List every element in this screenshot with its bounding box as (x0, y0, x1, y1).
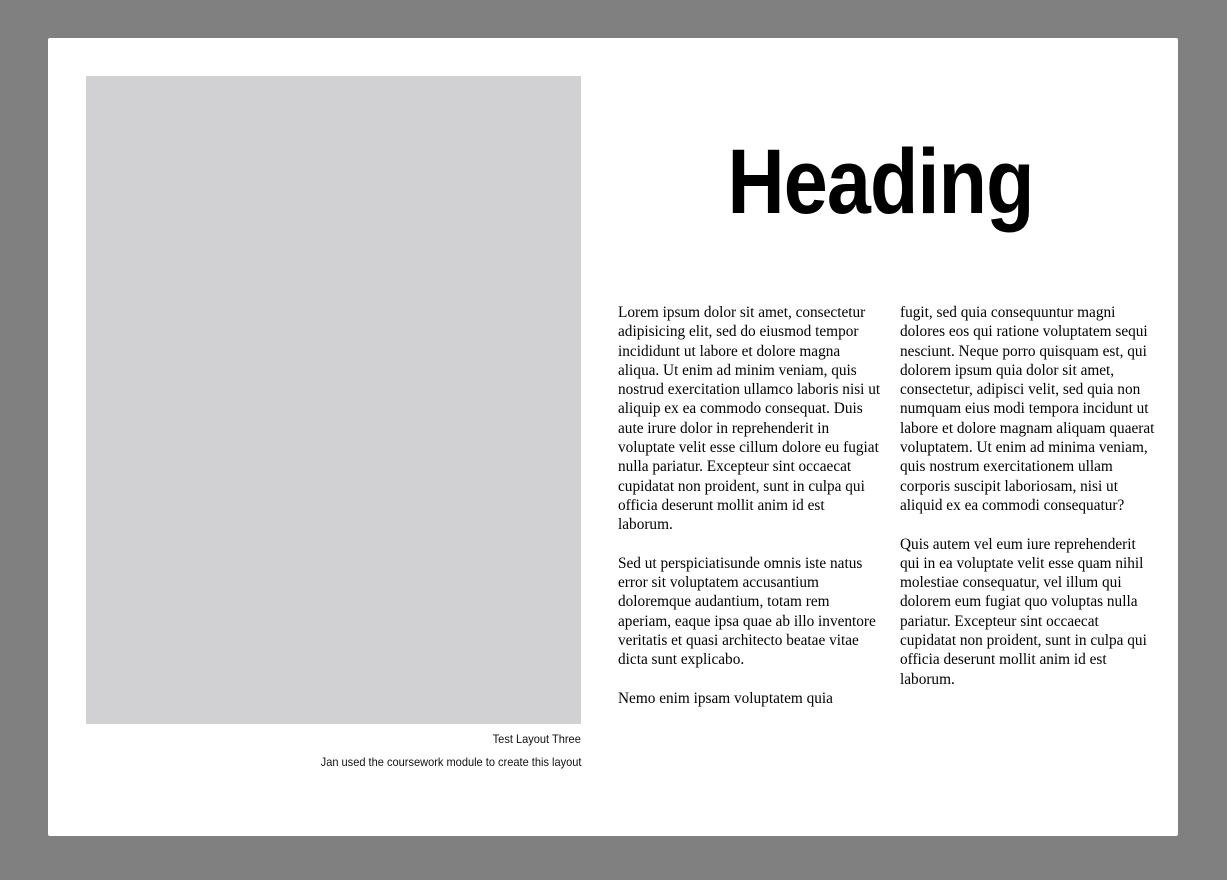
image-caption-subtitle: Jan used the coursework module to create this layout (320, 755, 581, 769)
paragraph: Quis autem vel eum iure reprehenderit qui in ea voluptate velit esse quam nihil molestiae consequatur, vel illum qui dolorem eum fugiat quo voluptas nulla pariatur. Excepteur sint occaecat cupidatat non proident, sunt in culpa qui officia deserunt mollit anim id est laborum. (900, 535, 1147, 688)
text-column-left (618, 303, 883, 728)
text-column-right (900, 303, 1155, 708)
paragraph: Nemo enim ipsam voluptatem quia (618, 689, 833, 707)
paragraph: Lorem ipsum dolor sit amet, consectetur adipisicing elit, sed do eiusmod tempor incididunt ut labore et dolore magna aliqua. Ut enim ad minim veniam, quis nostrud exercitation ullamco laboris nisi ut aliquip ex ea commodo consequat. Duis aute irure dolor in reprehenderit in voluptate velit esse cillum dolore eu fugiat nulla pariatur. Excepteur sint occaecat cupidatat non proident, sunt in culpa qui officia deserunt mollit anim id est laborum. (618, 304, 881, 534)
image-caption-title: Test Layout Three (492, 732, 581, 746)
layout-page (48, 38, 1178, 836)
paragraph: Sed ut perspiciatisunde omnis iste natus error sit voluptatem accusantium doloremque audantium, totam rem aperiam, eaque ipsa quae ab illo inventore veritatis et quasi architecto beatae vitae dicta sunt explicabo. (618, 554, 876, 669)
page-heading: Heading (727, 131, 1034, 233)
image-placeholder (86, 76, 581, 724)
paragraph: fugit, sed quia consequuntur magni dolores eos qui ratione voluptatem sequi nesciunt. Neque porro quisquam est, qui dolorem ipsum quia dolor sit amet, consectetur, adipisci velit, sed quia non numquam eius modi tempora incidunt ut labore et dolore magnam aliquam quaerat voluptatem. Ut enim ad minima veniam, quis nostrum exercitationem ullam corporis suscipit laboriosam, nisi ut aliquid ex ea commodi consequatur? (900, 304, 1155, 514)
